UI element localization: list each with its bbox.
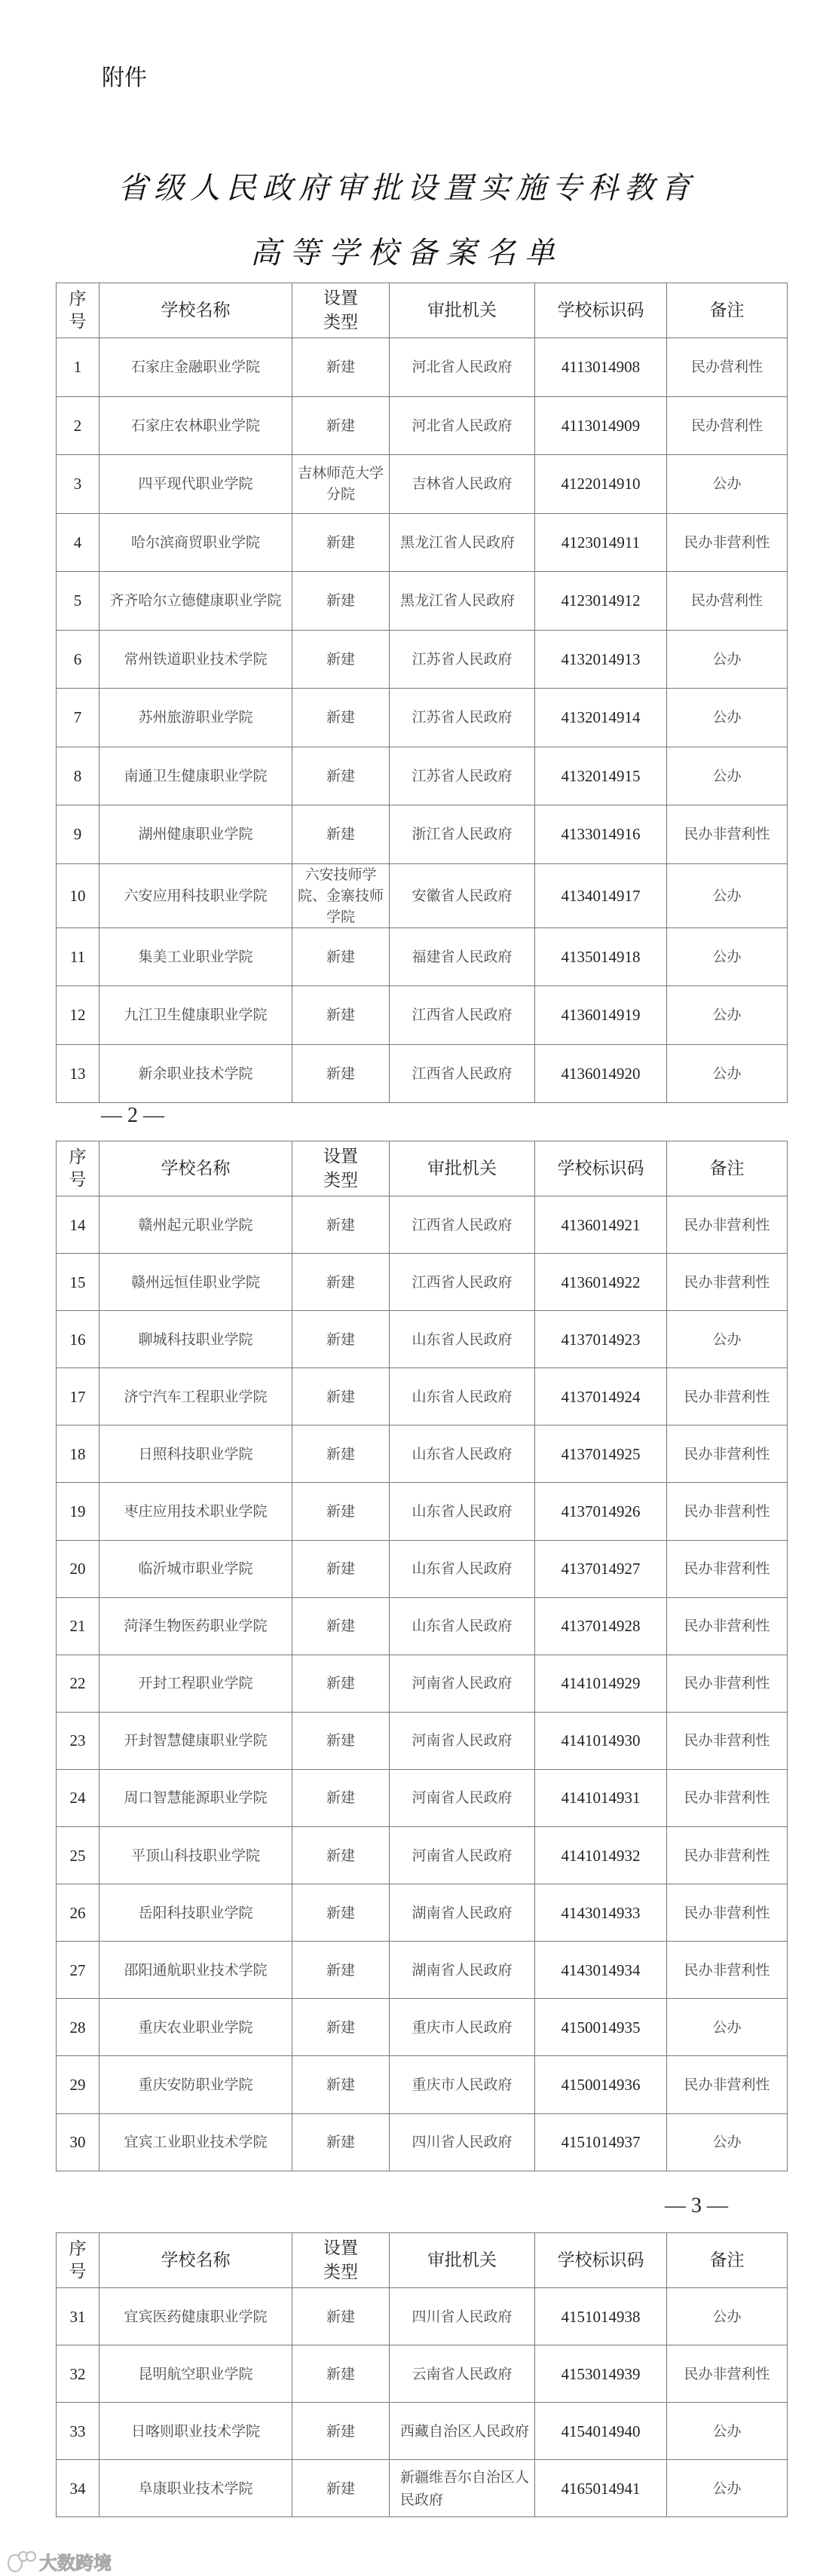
table-row [57, 1196, 788, 1254]
table-row [57, 1540, 788, 1597]
row-seq: 10 [57, 863, 99, 927]
row-setup-type: 新建 [292, 1999, 390, 2056]
header-school-name: 学校名称 [99, 283, 292, 338]
row-setup-type: 新建 [292, 572, 390, 631]
header-school-code: 学校标识码 [535, 1141, 667, 1196]
table-row [57, 1597, 788, 1655]
row-setup-type: 新建 [292, 747, 390, 805]
row-setup-type: 新建 [292, 689, 390, 747]
header-approval-authority: 审批机关 [390, 2233, 535, 2288]
table-row [57, 1254, 788, 1311]
row-school-name: 昆明航空职业学院 [99, 2345, 292, 2403]
row-setup-type: 新建 [292, 1044, 390, 1103]
row-setup-type: 新建 [292, 2403, 390, 2460]
row-seq: 3 [57, 455, 99, 514]
row-note: 公办 [667, 689, 788, 747]
row-school-code: 4141014930 [535, 1712, 667, 1769]
row-seq: 29 [57, 2056, 99, 2113]
row-seq: 6 [57, 630, 99, 689]
row-setup-type: 新建 [292, 1942, 390, 1999]
header-note: 备注 [667, 1141, 788, 1196]
row-seq: 23 [57, 1712, 99, 1769]
row-seq: 12 [57, 986, 99, 1045]
row-approval-authority: 黑龙江省人民政府 [390, 513, 535, 572]
header-approval-authority: 审批机关 [390, 1141, 535, 1196]
row-seq: 21 [57, 1597, 99, 1655]
row-setup-type: 新建 [292, 1426, 390, 1483]
table-row [57, 1942, 788, 1999]
row-school-name: 四平现代职业学院 [99, 455, 292, 514]
row-approval-authority: 四川省人民政府 [390, 2288, 535, 2345]
row-note: 民办非营利性 [667, 2056, 788, 2113]
row-seq: 31 [57, 2288, 99, 2345]
row-note: 民办非营利性 [667, 1655, 788, 1712]
row-school-name: 赣州远恒佳职业学院 [99, 1254, 292, 1311]
school-list-table-page-3 [56, 2232, 788, 2517]
row-approval-authority: 江西省人民政府 [390, 1196, 535, 1254]
row-note: 民办非营利性 [667, 1254, 788, 1311]
row-setup-type: 新建 [292, 1483, 390, 1540]
row-setup-type: 新建 [292, 1196, 390, 1254]
table-row [57, 513, 788, 572]
row-school-name: 开封智慧健康职业学院 [99, 1712, 292, 1769]
row-setup-type: 新建 [292, 2460, 390, 2517]
row-note: 民办非营利性 [667, 513, 788, 572]
row-approval-authority: 江苏省人民政府 [390, 630, 535, 689]
row-seq: 8 [57, 747, 99, 805]
row-setup-type: 新建 [292, 1655, 390, 1712]
row-note: 民办非营利性 [667, 2345, 788, 2403]
table-row [57, 2056, 788, 2113]
row-school-code: 4141014932 [535, 1827, 667, 1884]
row-setup-type: 新建 [292, 2288, 390, 2345]
row-school-code: 4136014920 [535, 1044, 667, 1103]
row-approval-authority: 河南省人民政府 [390, 1712, 535, 1769]
row-school-code: 4150014936 [535, 2056, 667, 2113]
school-list-table-page-1 [56, 283, 788, 1103]
table-row [57, 986, 788, 1045]
row-school-name: 赣州起元职业学院 [99, 1196, 292, 1254]
table-row [57, 1483, 788, 1540]
row-school-name: 南通卫生健康职业学院 [99, 747, 292, 805]
row-seq: 19 [57, 1483, 99, 1540]
header-seq: 序号 [57, 283, 99, 338]
table-row [57, 1368, 788, 1426]
row-school-code: 4137014923 [535, 1311, 667, 1368]
row-approval-authority: 黑龙江省人民政府 [390, 572, 535, 631]
row-seq: 1 [57, 338, 99, 397]
header-setup-type: 设置类型 [292, 2233, 390, 2288]
row-note: 民办非营利性 [667, 1196, 788, 1254]
row-setup-type: 新建 [292, 1827, 390, 1884]
row-seq: 2 [57, 396, 99, 455]
header-note: 备注 [667, 2233, 788, 2288]
row-setup-type: 新建 [292, 2345, 390, 2403]
row-setup-type: 新建 [292, 1769, 390, 1826]
row-school-name: 新余职业技术学院 [99, 1044, 292, 1103]
row-school-name: 苏州旅游职业学院 [99, 689, 292, 747]
row-approval-authority: 山东省人民政府 [390, 1597, 535, 1655]
header-approval-authority: 审批机关 [390, 283, 535, 338]
table-row [57, 2288, 788, 2345]
row-note: 公办 [667, 1999, 788, 2056]
row-school-code: 4113014909 [535, 396, 667, 455]
document-title-line-2: 高等学校备案名单 [250, 236, 564, 270]
row-school-name: 宜宾医药健康职业学院 [99, 2288, 292, 2345]
header-school-name: 学校名称 [99, 2233, 292, 2288]
row-setup-type: 新建 [292, 2056, 390, 2113]
row-school-name: 宜宾工业职业技术学院 [99, 2113, 292, 2171]
row-school-name: 临沂城市职业学院 [99, 1540, 292, 1597]
table-row [57, 1884, 788, 1942]
row-school-code: 4123014912 [535, 572, 667, 631]
header-school-code: 学校标识码 [535, 2233, 667, 2288]
row-school-code: 4154014940 [535, 2403, 667, 2460]
table-row [57, 572, 788, 631]
table-header-row [57, 2233, 788, 2288]
table-row [57, 1426, 788, 1483]
row-note: 民办非营利性 [667, 1827, 788, 1884]
row-note: 公办 [667, 927, 788, 986]
row-note: 民办营利性 [667, 572, 788, 631]
row-school-code: 4150014935 [535, 1999, 667, 2056]
row-school-code: 4137014928 [535, 1597, 667, 1655]
row-setup-type: 新建 [292, 1597, 390, 1655]
row-note: 公办 [667, 1044, 788, 1103]
row-note: 民办非营利性 [667, 1884, 788, 1942]
row-note: 民办非营利性 [667, 805, 788, 864]
row-seq: 34 [57, 2460, 99, 2517]
row-approval-authority: 江苏省人民政府 [390, 689, 535, 747]
row-seq: 32 [57, 2345, 99, 2403]
table-row [57, 2345, 788, 2403]
row-note: 民办非营利性 [667, 1712, 788, 1769]
table-row [57, 863, 788, 927]
row-approval-authority: 吉林省人民政府 [390, 455, 535, 514]
row-school-name: 周口智慧能源职业学院 [99, 1769, 292, 1826]
row-seq: 24 [57, 1769, 99, 1826]
attachment-label: 附件 [102, 65, 147, 91]
row-seq: 30 [57, 2113, 99, 2171]
row-note: 公办 [667, 2113, 788, 2171]
row-approval-authority: 山东省人民政府 [390, 1426, 535, 1483]
row-school-code: 4122014910 [535, 455, 667, 514]
school-list-table-page-2 [56, 1141, 788, 2171]
row-school-name: 阜康职业技术学院 [99, 2460, 292, 2517]
table-row [57, 805, 788, 864]
row-approval-authority: 湖南省人民政府 [390, 1884, 535, 1942]
row-school-name: 枣庄应用技术职业学院 [99, 1483, 292, 1540]
row-seq: 27 [57, 1942, 99, 1999]
row-note: 民办非营利性 [667, 1540, 788, 1597]
row-approval-authority: 山东省人民政府 [390, 1540, 535, 1597]
row-note: 民办非营利性 [667, 1769, 788, 1826]
table-row [57, 1999, 788, 2056]
row-setup-type: 新建 [292, 1712, 390, 1769]
row-approval-authority: 浙江省人民政府 [390, 805, 535, 864]
row-note: 民办非营利性 [667, 1368, 788, 1426]
page-number-2: — 2 — [101, 1104, 164, 1127]
row-note: 民办非营利性 [667, 1597, 788, 1655]
table-row [57, 1044, 788, 1103]
row-school-code: 4135014918 [535, 927, 667, 986]
row-school-code: 4137014926 [535, 1483, 667, 1540]
row-setup-type: 六安技师学院、金寨技师学院 [292, 863, 390, 927]
row-setup-type: 新建 [292, 2113, 390, 2171]
row-approval-authority: 山东省人民政府 [390, 1483, 535, 1540]
watermark [8, 2548, 112, 2574]
row-approval-authority: 江西省人民政府 [390, 1254, 535, 1311]
row-school-code: 4132014913 [535, 630, 667, 689]
row-school-code: 4141014931 [535, 1769, 667, 1826]
row-school-code: 4143014933 [535, 1884, 667, 1942]
row-school-name: 六安应用科技职业学院 [99, 863, 292, 927]
row-approval-authority: 四川省人民政府 [390, 2113, 535, 2171]
row-school-code: 4136014921 [535, 1196, 667, 1254]
row-approval-authority: 福建省人民政府 [390, 927, 535, 986]
row-seq: 26 [57, 1884, 99, 1942]
row-school-name: 日喀则职业技术学院 [99, 2403, 292, 2460]
row-school-code: 4113014908 [535, 338, 667, 397]
row-approval-authority: 山东省人民政府 [390, 1311, 535, 1368]
row-seq: 13 [57, 1044, 99, 1103]
row-school-name: 齐齐哈尔立德健康职业学院 [99, 572, 292, 631]
row-school-name: 菏泽生物医药职业学院 [99, 1597, 292, 1655]
table-row [57, 1712, 788, 1769]
row-setup-type: 新建 [292, 338, 390, 397]
row-school-name: 邵阳通航职业技术学院 [99, 1942, 292, 1999]
row-approval-authority: 河南省人民政府 [390, 1827, 535, 1884]
row-school-code: 4141014929 [535, 1655, 667, 1712]
row-setup-type: 新建 [292, 1540, 390, 1597]
row-school-name: 日照科技职业学院 [99, 1426, 292, 1483]
row-school-name: 平顶山科技职业学院 [99, 1827, 292, 1884]
watermark-logo-icon [8, 2551, 35, 2572]
row-note: 公办 [667, 747, 788, 805]
row-seq: 7 [57, 689, 99, 747]
row-school-name: 石家庄金融职业学院 [99, 338, 292, 397]
table-row [57, 2403, 788, 2460]
header-school-code: 学校标识码 [535, 283, 667, 338]
row-school-code: 4134014917 [535, 863, 667, 927]
table-row [57, 338, 788, 397]
row-setup-type: 新建 [292, 1311, 390, 1368]
row-note: 民办营利性 [667, 338, 788, 397]
watermark-text: 大数跨境 [39, 2553, 112, 2574]
row-school-name: 开封工程职业学院 [99, 1655, 292, 1712]
row-seq: 25 [57, 1827, 99, 1884]
row-school-name: 重庆农业职业学院 [99, 1999, 292, 2056]
row-school-name: 集美工业职业学院 [99, 927, 292, 986]
row-setup-type: 新建 [292, 1884, 390, 1942]
table-header-row [57, 283, 788, 338]
row-note: 公办 [667, 630, 788, 689]
row-school-code: 4133014916 [535, 805, 667, 864]
row-approval-authority: 新疆维吾尔自治区人民政府 [390, 2460, 535, 2517]
row-school-code: 4132014914 [535, 689, 667, 747]
row-school-name: 济宁汽车工程职业学院 [99, 1368, 292, 1426]
row-seq: 9 [57, 805, 99, 864]
header-seq: 序号 [57, 2233, 99, 2288]
row-seq: 5 [57, 572, 99, 631]
header-school-name: 学校名称 [99, 1141, 292, 1196]
row-school-name: 岳阳科技职业学院 [99, 1884, 292, 1942]
row-note: 民办营利性 [667, 396, 788, 455]
row-approval-authority: 河南省人民政府 [390, 1769, 535, 1826]
page-number-3: — 3 — [665, 2194, 728, 2217]
table-row [57, 630, 788, 689]
table-row [57, 2113, 788, 2171]
row-approval-authority: 江西省人民政府 [390, 1044, 535, 1103]
row-setup-type: 新建 [292, 1368, 390, 1426]
row-school-code: 4151014938 [535, 2288, 667, 2345]
table-row [57, 1769, 788, 1826]
row-school-code: 4137014927 [535, 1540, 667, 1597]
row-setup-type: 新建 [292, 630, 390, 689]
row-approval-authority: 重庆市人民政府 [390, 1999, 535, 2056]
row-seq: 11 [57, 927, 99, 986]
header-setup-type: 设置类型 [292, 1141, 390, 1196]
row-school-code: 4137014924 [535, 1368, 667, 1426]
row-note: 公办 [667, 455, 788, 514]
table-row [57, 1827, 788, 1884]
row-approval-authority: 云南省人民政府 [390, 2345, 535, 2403]
row-school-name: 九江卫生健康职业学院 [99, 986, 292, 1045]
row-school-code: 4153014939 [535, 2345, 667, 2403]
row-seq: 18 [57, 1426, 99, 1483]
row-note: 公办 [667, 1311, 788, 1368]
row-school-code: 4137014925 [535, 1426, 667, 1483]
row-school-name: 常州铁道职业技术学院 [99, 630, 292, 689]
table-row [57, 927, 788, 986]
row-seq: 4 [57, 513, 99, 572]
row-setup-type: 新建 [292, 513, 390, 572]
document-title-line-1: 省级人民政府审批设置实施专科教育 [118, 171, 696, 206]
row-seq: 17 [57, 1368, 99, 1426]
header-seq: 序号 [57, 1141, 99, 1196]
table-row [57, 1655, 788, 1712]
row-note: 公办 [667, 986, 788, 1045]
row-note: 公办 [667, 2288, 788, 2345]
row-setup-type: 吉林师范大学分院 [292, 455, 390, 514]
row-approval-authority: 河北省人民政府 [390, 338, 535, 397]
row-setup-type: 新建 [292, 396, 390, 455]
row-school-code: 4151014937 [535, 2113, 667, 2171]
row-school-code: 4132014915 [535, 747, 667, 805]
row-approval-authority: 江西省人民政府 [390, 986, 535, 1045]
row-note: 民办非营利性 [667, 1942, 788, 1999]
row-seq: 22 [57, 1655, 99, 1712]
row-school-name: 湖州健康职业学院 [99, 805, 292, 864]
table-header-row [57, 1141, 788, 1196]
header-note: 备注 [667, 283, 788, 338]
row-seq: 15 [57, 1254, 99, 1311]
row-school-name: 聊城科技职业学院 [99, 1311, 292, 1368]
row-school-code: 4136014919 [535, 986, 667, 1045]
row-approval-authority: 安徽省人民政府 [390, 863, 535, 927]
table-row [57, 455, 788, 514]
table-row [57, 396, 788, 455]
row-setup-type: 新建 [292, 986, 390, 1045]
row-note: 民办非营利性 [667, 1483, 788, 1540]
row-note: 公办 [667, 863, 788, 927]
row-setup-type: 新建 [292, 927, 390, 986]
row-school-code: 4136014922 [535, 1254, 667, 1311]
row-seq: 20 [57, 1540, 99, 1597]
table-row [57, 2460, 788, 2517]
row-approval-authority: 湖南省人民政府 [390, 1942, 535, 1999]
row-approval-authority: 河北省人民政府 [390, 396, 535, 455]
row-approval-authority: 西藏自治区人民政府 [390, 2403, 535, 2460]
table-row [57, 1311, 788, 1368]
table-row [57, 747, 788, 805]
row-seq: 28 [57, 1999, 99, 2056]
row-school-name: 石家庄农林职业学院 [99, 396, 292, 455]
row-approval-authority: 河南省人民政府 [390, 1655, 535, 1712]
row-approval-authority: 江苏省人民政府 [390, 747, 535, 805]
table-row [57, 689, 788, 747]
row-seq: 33 [57, 2403, 99, 2460]
row-school-name: 重庆安防职业学院 [99, 2056, 292, 2113]
row-seq: 16 [57, 1311, 99, 1368]
row-setup-type: 新建 [292, 805, 390, 864]
row-note: 公办 [667, 2403, 788, 2460]
row-approval-authority: 山东省人民政府 [390, 1368, 535, 1426]
row-school-code: 4165014941 [535, 2460, 667, 2517]
header-setup-type: 设置类型 [292, 283, 390, 338]
row-note: 公办 [667, 2460, 788, 2517]
row-school-code: 4143014934 [535, 1942, 667, 1999]
row-school-name: 哈尔滨商贸职业学院 [99, 513, 292, 572]
row-seq: 14 [57, 1196, 99, 1254]
row-setup-type: 新建 [292, 1254, 390, 1311]
row-approval-authority: 重庆市人民政府 [390, 2056, 535, 2113]
row-school-code: 4123014911 [535, 513, 667, 572]
row-note: 民办非营利性 [667, 1426, 788, 1483]
